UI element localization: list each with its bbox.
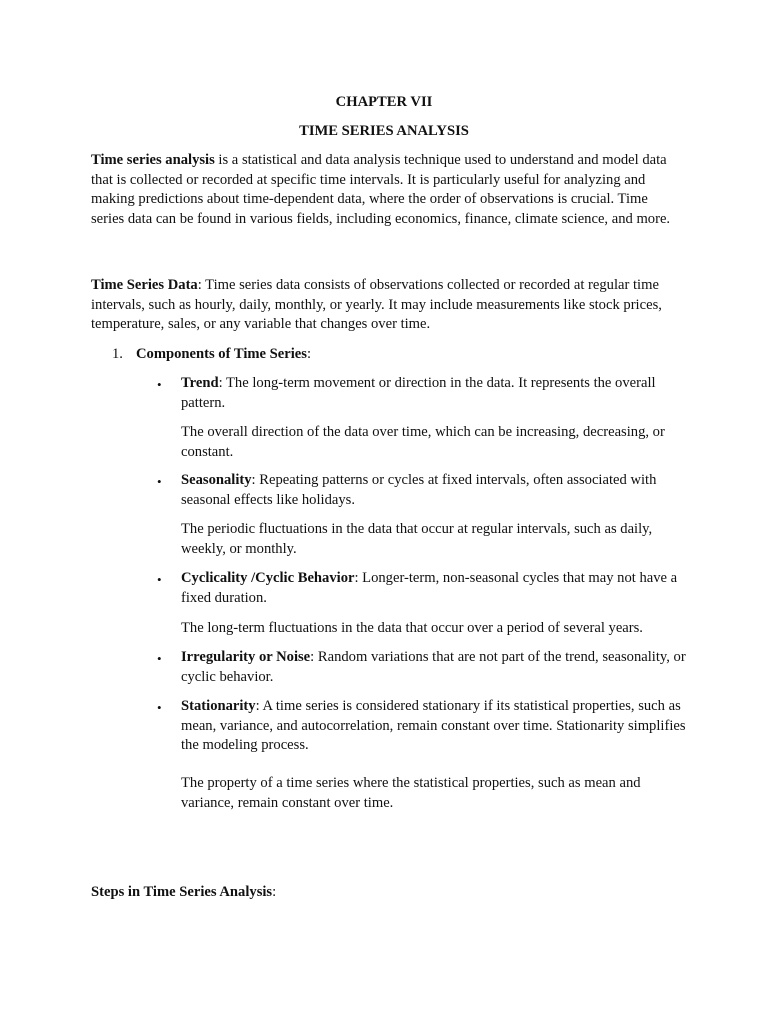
bullet-icon: • (157, 572, 162, 587)
ts-data-term: Time Series Data (91, 277, 198, 293)
steps-title: Steps in Time Series Analysis (91, 884, 273, 900)
intro-text: is a statistical and data analysis technique used to understand and model data that is collected or recorded at specific time intervals. It is particularly useful for analyzing and making predictions about time-dependent data, where the order of observations is crucial. Time series data can be found in various fields, including economics, finance, climate science, and more. (91, 152, 671, 227)
trend-term: Trend (181, 375, 219, 391)
cyclicality-note: The long-term fluctuations in the data that occur over a period of several years. (181, 620, 643, 636)
bullet-icon: • (157, 651, 162, 666)
bullet-icon: • (157, 474, 162, 489)
irregularity-term: Irregularity or Noise (181, 649, 311, 665)
components-heading: Components of Time Series: (136, 346, 311, 362)
seasonality-note: The periodic fluctuations in the data that occur at regular intervals, such as daily, weekly, or monthly. (181, 521, 653, 557)
stationarity-term: Stationarity (181, 698, 256, 714)
list-item-trend: Trend: The long-term movement or direction in the data. It represents the overall pattern. (181, 375, 656, 411)
cyclicality-term: Cyclicality /Cyclic Behavior (181, 570, 355, 586)
list-item-irregularity: Irregularity or Noise: Random variations that are not part of the trend, seasonality, or cyclic behavior. (181, 649, 686, 685)
components-title: Components of Time Series (136, 346, 307, 362)
stationarity-note: The property of a time series where the statistical properties, such as mean and variance, remain constant over time. (181, 775, 641, 811)
intro-paragraph (91, 151, 681, 229)
list-item-cyclicality: Cyclicality /Cyclic Behavior: Longer-term, non-seasonal cycles that may not have a fixed duration. (181, 570, 678, 606)
ts-data-text: : Time series data consists of observations collected or recorded at regular time intervals, such as hourly, daily, monthly, or yearly. It may include measurements like stock prices, temperature, sales, or any variable that changes over time. (91, 277, 662, 333)
ts-data-paragraph (91, 276, 681, 335)
chapter-label: CHAPTER VII (335, 94, 433, 110)
bullet-icon: • (157, 377, 162, 392)
list-item-seasonality: Seasonality: Repeating patterns or cycles at fixed intervals, often associated with seasonal effects like holidays. (181, 472, 657, 508)
seasonality-term: Seasonality (181, 472, 252, 488)
bullet-icon: • (157, 700, 162, 715)
trend-note: The overall direction of the data over time, which can be increasing, decreasing, or constant. (181, 424, 665, 460)
chapter-title: TIME SERIES ANALYSIS (299, 123, 469, 139)
list-number: 1. (112, 346, 123, 362)
intro-term: Time series analysis (91, 152, 215, 168)
list-item-stationarity: Stationarity: A time series is considered stationary if its statistical properties, such as mean, variance, and autocorrelation, remain constant over time. Stationarity simplifies the modeling process. (181, 698, 686, 754)
steps-heading: Steps in Time Series Analysis: (91, 884, 277, 900)
